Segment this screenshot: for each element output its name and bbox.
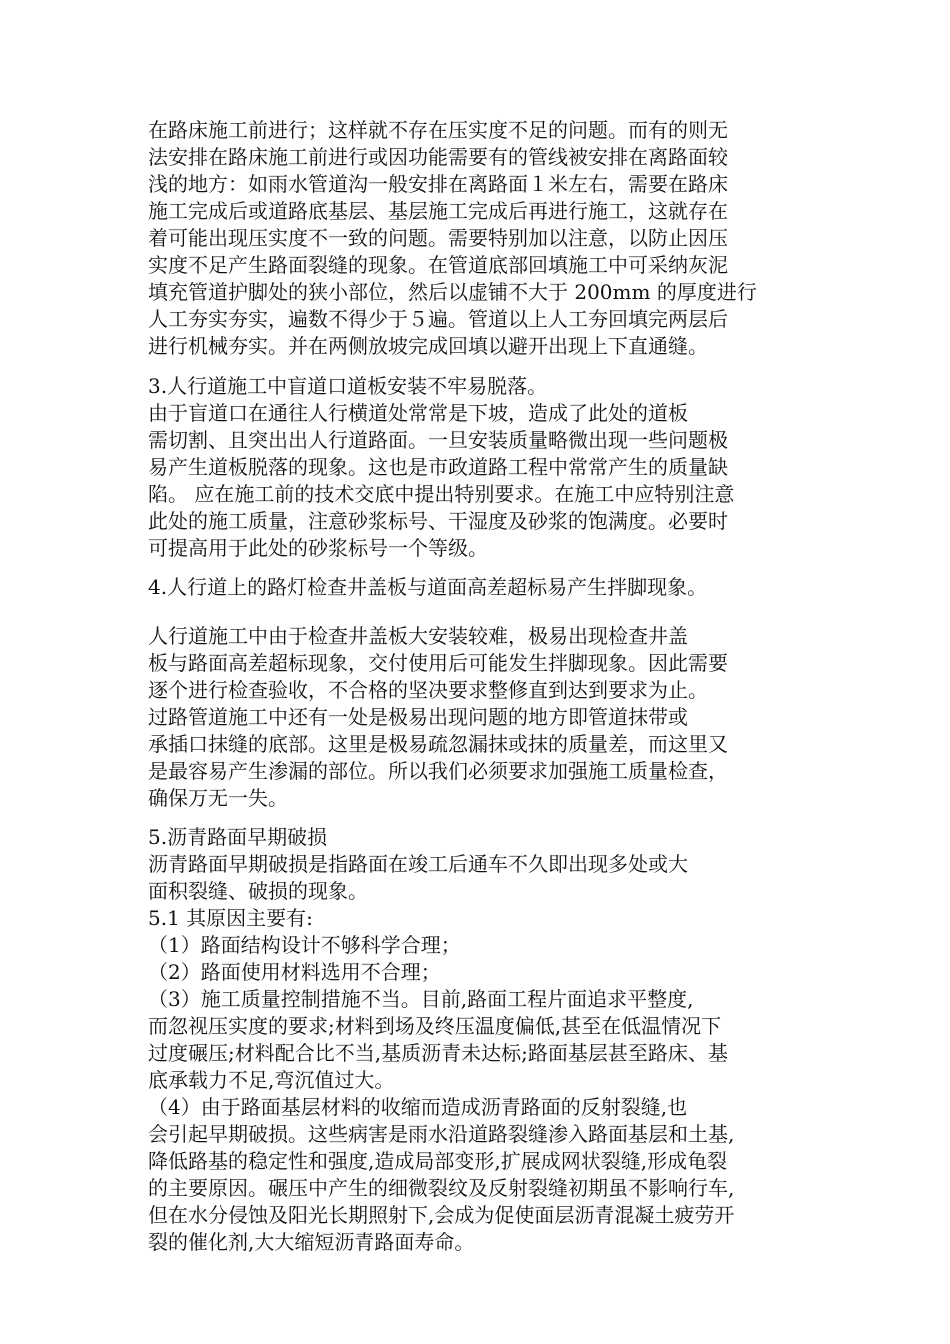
- text-line: 沥青路面早期破损是指路面在竣工后通车不久即出现多处或大: [148, 852, 688, 876]
- section-heading: 3.人行道施工中盲道口道板安装不牢易脱落。: [148, 374, 548, 398]
- section-heading: 4.人行道上的路灯检查井盖板与道面高差超标易产生拌脚现象。: [148, 575, 708, 599]
- text-line: 会引起早期破损。这些病害是雨水沿道路裂缝渗入路面基层和土基,: [148, 1122, 735, 1146]
- text-line: 确保万无一失。: [148, 786, 288, 810]
- text-line: 需切割、且突出出人行道路面。一旦安装质量略微出现一些问题极: [148, 428, 728, 452]
- text-line: 降低路基的稳定性和强度,造成局部变形,扩展成网状裂缝,形成龟裂: [148, 1149, 728, 1173]
- text-line: 实度不足产生路面裂缝的现象。在管道底部回填施工中可采纳灰泥: [148, 253, 728, 277]
- text-line: 填充管道护脚处的狭小部位，然后以虚铺不大于 200mm 的厚度进行: [148, 280, 757, 304]
- text-line: 可提高用于此处的砂浆标号一个等级。: [148, 536, 488, 560]
- list-item: （1）路面结构设计不够科学合理；: [148, 933, 461, 957]
- text-line: 但在水分侵蚀及阳光长期照射下,会成为促使面层沥青混凝土疲劳开: [148, 1203, 735, 1227]
- text-line: 的主要原因。碾压中产生的细微裂纹及反射裂缝初期虽不影响行车,: [148, 1176, 735, 1200]
- text-line: 面积裂缝、破损的现象。: [148, 879, 368, 903]
- list-item: （2）路面使用材料选用不合理；: [148, 960, 441, 984]
- list-item: （3）施工质量控制措施不当。目前,路面工程片面追求平整度,: [148, 987, 694, 1011]
- text-line: 人行道施工中由于检查井盖板大安装较难，极易出现检查井盖: [148, 624, 688, 648]
- text-line: 施工完成后或道路底基层、基层施工完成后再进行施工，这就存在: [148, 199, 728, 223]
- text-line: 人工夯实夯实，遍数不得少于５遍。管道以上人工夯回填完两层后: [148, 307, 728, 331]
- text-line: 此处的施工质量，注意砂浆标号、干湿度及砂浆的饱满度。必要时: [148, 509, 728, 533]
- text-line: 法安排在路床施工前进行或因功能需要有的管线被安排在离路面较: [148, 145, 728, 169]
- text-line: 板与路面高差超标现象，交付使用后可能发生拌脚现象。因此需要: [148, 651, 728, 675]
- text-line: 是最容易产生渗漏的部位。所以我们必须要求加强施工质量检查，: [148, 759, 728, 783]
- text-line: 浅的地方：如雨水管道沟一般安排在离路面１米左右，需要在路床: [148, 172, 728, 196]
- text-line: 底承载力不足,弯沉值过大。: [148, 1068, 395, 1092]
- text-line: 裂的催化剂,大大缩短沥青路面寿命。: [148, 1230, 475, 1254]
- section-heading: 5.沥青路面早期破损: [148, 825, 328, 849]
- text-line: 陷。 应在施工前的技术交底中提出特别要求。在施工中应特别注意: [148, 482, 735, 506]
- text-line: 过度碾压;材料配合比不当,基质沥青未达标;路面基层甚至路床、基: [148, 1041, 728, 1065]
- text-line: 由于盲道口在通往人行横道处常常是下坡，造成了此处的道板: [148, 401, 688, 425]
- text-line: 而忽视压实度的要求;材料到场及终压温度偏低,甚至在低温情况下: [148, 1014, 722, 1038]
- text-line: 进行机械夯实。并在两侧放坡完成回填以避开出现上下直通缝。: [148, 334, 708, 358]
- subsection-heading: 5.1 其原因主要有:: [148, 906, 313, 930]
- text-line: 在路床施工前进行；这样就不存在压实度不足的问题。而有的则无: [148, 118, 728, 142]
- text-line: 逐个进行检查验收，不合格的坚决要求整修直到达到要求为止。: [148, 678, 708, 702]
- list-item: （4）由于路面基层材料的收缩而造成沥青路面的反射裂缝,也: [148, 1095, 688, 1119]
- text-line: 着可能出现压实度不一致的问题。需要特别加以注意，以防止因压: [148, 226, 728, 250]
- text-line: 易产生道板脱落的现象。这也是市政道路工程中常常产生的质量缺: [148, 455, 728, 479]
- text-line: 承插口抹缝的底部。这里是极易疏忽漏抹或抹的质量差，而这里又: [148, 732, 728, 756]
- text-line: 过路管道施工中还有一处是极易出现问题的地方即管道抹带或: [148, 705, 688, 729]
